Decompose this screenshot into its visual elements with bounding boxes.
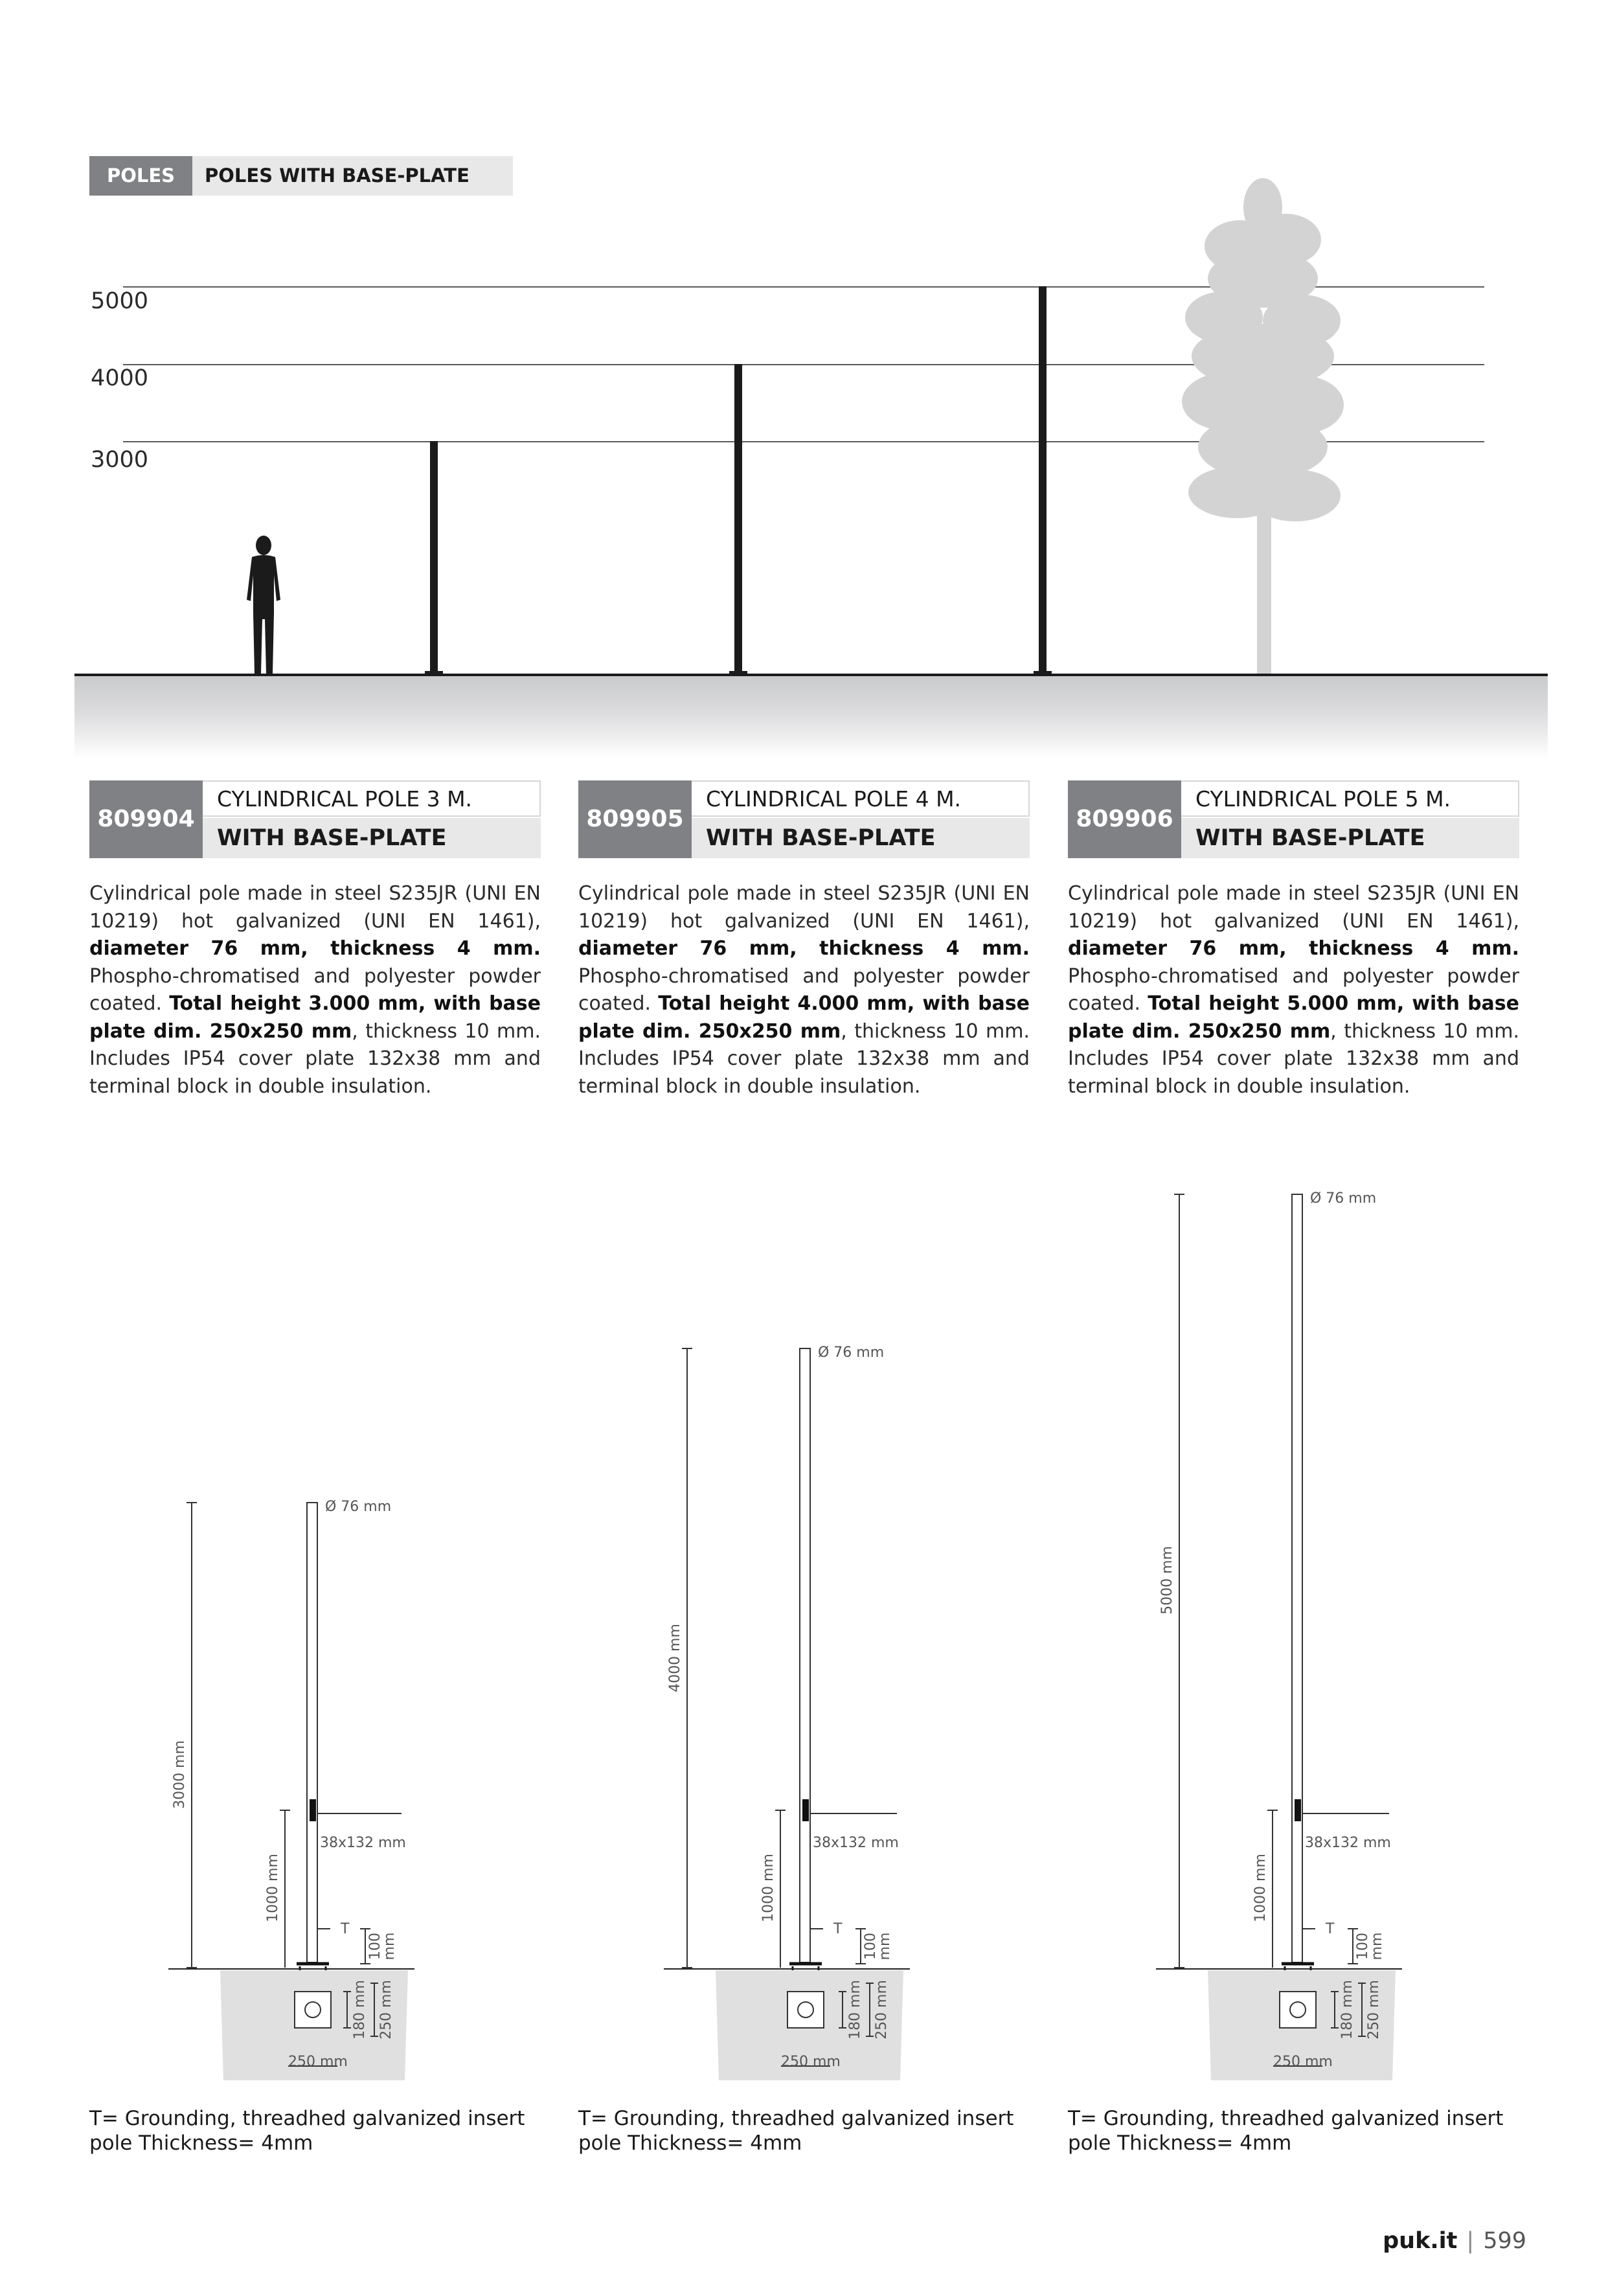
product-title-line1: CYLINDRICAL POLE 3 M. bbox=[203, 780, 541, 817]
height-label: 3000 mm bbox=[172, 1740, 188, 1809]
tab-poles[interactable]: POLES bbox=[89, 156, 192, 196]
hundred-label: 100 bbox=[863, 1933, 879, 1960]
product-title-line1: CYLINDRICAL POLE 5 M. bbox=[1181, 780, 1519, 817]
pole-3m bbox=[430, 441, 438, 675]
note-line2: pole Thickness= 4mm bbox=[1068, 2131, 1292, 2155]
level-label-3000: 3000 bbox=[91, 447, 149, 473]
product-title-line1: CYLINDRICAL POLE 4 M. bbox=[692, 780, 1030, 817]
product-title-line2: WITH BASE-PLATE bbox=[692, 818, 1030, 858]
grounding-note-809904 bbox=[89, 2106, 556, 2155]
ground-band bbox=[74, 675, 1548, 759]
plate-side-label: 250 mm bbox=[1366, 1980, 1382, 2040]
level-label-4000: 4000 bbox=[91, 365, 149, 391]
footer bbox=[1383, 2228, 1526, 2254]
cover-label: 38x132 mm bbox=[320, 1835, 406, 1851]
hundred-label: 100 bbox=[367, 1933, 383, 1960]
product-code: 809905 bbox=[578, 780, 692, 858]
product-code: 809904 bbox=[89, 780, 203, 858]
grounding-note-809906 bbox=[1068, 2106, 1534, 2155]
lower-height-label: 1000 mm bbox=[265, 1854, 281, 1922]
plate-inner-label: 180 mm bbox=[352, 1980, 368, 2040]
product-title-line2: WITH BASE-PLATE bbox=[1181, 818, 1519, 858]
drawing-pole bbox=[307, 1503, 317, 1962]
drawing-pole bbox=[800, 1348, 810, 1962]
product-description: Cylindrical pole made in steel S235JR (UNI EN 10219) hot galvanized (UNI EN 1461), diameter 76 mm, thickness 4 mm. Phospho-chromatised and polyester powder coated. Total height 4.000 mm, with base plate dim. 250x250 mm, thickness 10 mm. Includes IP54 cover plate 132x38 mm and terminal block in double insulation. bbox=[578, 882, 1030, 1098]
lower-height-label: 1000 mm bbox=[760, 1854, 776, 1922]
tree-silhouette-icon bbox=[1179, 168, 1347, 680]
pole-5m bbox=[1039, 286, 1047, 675]
plate-inner-label: 180 mm bbox=[1339, 1980, 1355, 2040]
technical-drawing-4m bbox=[651, 1166, 942, 2092]
note-line1: T= Grounding, threadhed galvanized insert bbox=[89, 2107, 525, 2130]
drawing-pole bbox=[1292, 1194, 1302, 1962]
note-line2: pole Thickness= 4mm bbox=[578, 2131, 802, 2155]
note-line1: T= Grounding, threadhed galvanized insert bbox=[578, 2107, 1014, 2130]
cover-label: 38x132 mm bbox=[1305, 1835, 1391, 1851]
t-label: T bbox=[1326, 1921, 1335, 1937]
product-description: Cylindrical pole made in steel S235JR (UNI EN 10219) hot galvanized (UNI EN 1461), diameter 76 mm, thickness 4 mm. Phospho-chromatised and polyester powder coated. Total height 3.000 mm, with base plate dim. 250x250 mm, thickness 10 mm. Includes IP54 cover plate 132x38 mm and terminal block in double insulation. bbox=[89, 882, 541, 1098]
t-label: T bbox=[341, 1921, 350, 1937]
cover-label: 38x132 mm bbox=[813, 1835, 899, 1851]
pole-4m bbox=[734, 364, 742, 675]
lower-height-label: 1000 mm bbox=[1252, 1854, 1269, 1922]
hundred-label: 100 bbox=[1355, 1933, 1371, 1960]
height-label: 5000 mm bbox=[1159, 1546, 1175, 1615]
level-label-5000: 5000 bbox=[91, 288, 149, 314]
plate-bottom-label: 250 mm bbox=[781, 2054, 841, 2070]
technical-drawing-5m bbox=[1143, 1166, 1434, 2092]
diameter-label: Ø 76 mm bbox=[818, 1345, 885, 1361]
section-title: POLES WITH BASE-PLATE bbox=[205, 165, 470, 187]
hundred-unit-label: mm bbox=[877, 1932, 893, 1961]
hundred-unit-label: mm bbox=[381, 1932, 398, 1961]
hundred-unit-label: mm bbox=[1369, 1932, 1385, 1961]
grounding-note-809905 bbox=[578, 2106, 1045, 2155]
height-label: 4000 mm bbox=[667, 1624, 683, 1692]
ground-line bbox=[74, 674, 1548, 676]
note-line2: pole Thickness= 4mm bbox=[89, 2131, 313, 2155]
footer-separator: | bbox=[1466, 2228, 1475, 2254]
page-number: 599 bbox=[1483, 2228, 1526, 2254]
footer-brand-link[interactable]: puk.it bbox=[1383, 2228, 1458, 2254]
plate-bottom-label: 250 mm bbox=[1273, 2054, 1333, 2070]
note-line1: T= Grounding, threadhed galvanized insert bbox=[1068, 2107, 1504, 2130]
plate-bottom-label: 250 mm bbox=[288, 2054, 348, 2070]
person-silhouette-icon bbox=[238, 535, 289, 675]
plate-inner-label: 180 mm bbox=[847, 1980, 863, 2040]
product-title-line2: WITH BASE-PLATE bbox=[203, 818, 541, 858]
diameter-label: Ø 76 mm bbox=[1310, 1190, 1377, 1207]
plate-side-label: 250 mm bbox=[874, 1980, 890, 2040]
plate-side-label: 250 mm bbox=[378, 1980, 394, 2040]
product-code: 809906 bbox=[1068, 780, 1181, 858]
product-description: Cylindrical pole made in steel S235JR (UNI EN 10219) hot galvanized (UNI EN 1461), diameter 76 mm, thickness 4 mm. Phospho-chromatised and polyester powder coated. Total height 5.000 mm, with base plate dim. 250x250 mm, thickness 10 mm. Includes IP54 cover plate 132x38 mm and terminal block in double insulation. bbox=[1068, 882, 1519, 1098]
diameter-label: Ø 76 mm bbox=[325, 1499, 392, 1515]
t-label: T bbox=[833, 1921, 843, 1937]
technical-drawing-3m bbox=[155, 1166, 447, 2092]
